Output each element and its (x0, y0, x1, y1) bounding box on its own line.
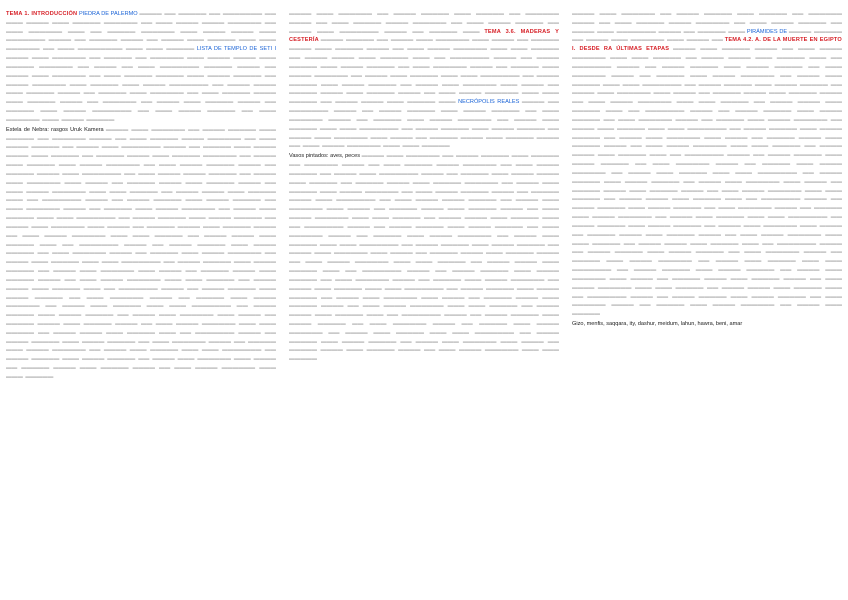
keyword: NECRÓPOLIS REALES (458, 99, 520, 106)
text-fragment: Gizo, menfis, saqqara, ity, dashur, meidum, lahun, hawra, beni, amar (572, 320, 743, 327)
text-block (572, 320, 842, 329)
text-fragment: Estela de Nebra: rasgos Uruk Kamera (6, 126, 104, 133)
keyword: PIEDRA DE PALERMO (78, 11, 138, 17)
text-column-3 (572, 10, 842, 590)
text-fragment: Vasos pintados: aves, peces (289, 153, 360, 160)
text-block: Vasos pintados: aves, peces ▬▬▬▬ ▬▬▬ ▬▬▬▬▬▬ ▬▬ ▬▬▬▬ ▬▬▬▬▬ ▬▬▬ ▬▬▬▬▬ ▬▬ ▬▬▬▬▬▬ ▬▬▬▬ ▬▬ ▬▬▬ ▬▬▬▬▬ ▬▬▬▬ ▬▬▬▬▬▬ ▬▬ ▬▬▬ ▬▬▬▬ ▬▬▬▬▬ ▬▬ ▬▬▬▬ ▬▬▬ ▬▬▬▬▬▬▬ ▬▬▬▬ ▬▬ ▬▬▬▬▬ ▬▬▬ ▬▬▬▬ ▬▬▬▬ ▬▬▬ ▬▬▬▬▬ ▬▬ ▬▬▬▬▬ ▬▬▬▬ ▬▬▬ ▬▬▬▬▬ ▬▬▬▬▬▬ ▬▬ ▬▬▬▬ ▬▬▬ ▬▬▬▬▬ ▬▬▬ ▬▬▬▬ ▬▬▬▬▬▬ ▬▬ ▬▬▬ ▬▬▬▬ ▬▬▬▬▬ ▬▬▬▬ ▬▬ ▬▬▬▬▬ ▬▬▬▬ ▬▬▬ ▬▬▬▬▬▬▬ ▬▬ ▬▬▬ ▬▬▬▬ ▬▬▬▬ ▬▬▬▬▬ ▬▬ ▬▬▬▬ ▬▬▬ ▬▬▬▬▬▬ ▬▬▬ ▬▬▬▬ ▬▬ ▬▬▬▬▬ ▬▬▬▬ ▬▬▬ ▬▬▬▬▬ ▬▬▬▬ ▬▬ ▬▬▬ ▬▬▬▬ ▬▬▬▬▬▬ ▬▬▬ ▬▬▬ ▬▬▬▬▬ ▬▬ ▬▬▬▬ ▬▬▬▬ ▬▬▬ ▬▬▬▬▬ ▬▬▬ ▬▬ ▬▬▬▬▬▬▬ ▬▬▬▬ ▬▬ ▬▬▬▬ ▬▬▬▬▬ ▬▬▬ ▬▬▬▬ ▬▬▬▬▬ ▬▬ ▬▬▬ ▬▬▬▬▬▬ ▬▬▬▬ ▬▬ ▬▬▬▬▬ ▬▬▬ ▬▬▬▬ ▬▬▬▬▬▬ ▬▬ ▬▬▬▬ ▬▬▬ ▬▬▬▬▬ ▬▬▬ ▬▬▬ ▬▬▬▬▬▬▬ ▬▬ ▬▬▬▬ ▬▬▬▬▬ ▬▬▬ ▬▬▬▬ ▬▬▬▬▬ ▬▬ ▬▬▬▬ ▬▬▬ ▬▬▬▬▬▬ ▬▬▬ ▬▬▬▬ ▬▬ ▬▬▬▬▬ ▬▬▬▬ ▬▬▬ ▬▬▬▬▬ ▬▬▬▬ ▬▬ ▬▬▬ ▬▬▬▬ ▬▬▬▬▬▬ ▬▬▬ ▬▬▬ ▬▬▬▬▬ ▬▬ ▬▬▬▬ ▬▬▬▬ ▬▬▬ ▬▬▬▬▬ ▬▬▬ ▬▬ ▬▬▬▬▬▬▬ ▬▬▬▬ ▬▬ ▬▬▬▬ ▬▬▬▬▬ ▬▬▬ ▬▬▬▬ ▬▬▬▬▬ ▬▬ ▬▬▬ ▬▬▬▬▬▬ ▬▬▬▬ ▬▬ ▬▬▬▬▬ ▬▬▬ ▬▬▬▬ ▬▬▬▬▬▬ ▬▬ ▬▬▬▬ ▬▬▬ ▬▬▬▬▬ ▬▬▬ ▬▬▬ ▬▬▬▬▬▬▬ ▬▬ ▬▬▬▬ ▬▬▬▬▬ ▬▬▬ ▬▬▬▬ ▬▬▬▬▬ ▬▬ ▬▬▬▬ ▬▬▬ ▬▬▬▬▬▬ ▬▬▬ ▬▬▬▬ ▬▬ ▬▬▬▬▬ ▬▬▬▬ ▬▬▬ ▬▬▬▬▬ ▬▬▬▬ ▬▬ ▬▬▬ ▬▬▬▬ ▬▬▬▬▬▬ ▬▬▬ ▬▬▬ ▬▬▬▬▬ ▬▬ ▬▬▬▬ ▬▬▬▬ ▬▬▬ ▬▬▬▬▬ ▬▬▬ ▬▬ ▬▬▬▬▬▬▬ ▬▬▬▬ ▬▬ ▬▬▬▬ ▬▬▬▬▬ ▬▬▬ ▬▬▬▬ ▬▬▬▬▬ ▬▬ ▬▬▬ ▬▬▬▬▬▬ ▬▬▬▬ ▬▬ ▬▬▬▬▬ ▬▬▬ ▬▬▬▬ ▬▬▬▬▬▬ ▬▬ ▬▬▬▬ ▬▬▬ ▬▬▬▬▬ ▬▬▬ ▬▬▬ ▬▬▬▬▬▬▬ ▬▬ ▬▬▬▬ ▬▬▬▬▬ ▬▬▬ ▬▬▬▬ ▬▬▬▬▬ ▬▬ ▬▬▬▬ ▬▬▬ ▬▬▬▬▬▬ ▬▬▬ ▬▬▬▬ ▬▬ ▬▬▬▬▬ ▬▬▬▬ ▬▬▬ ▬▬▬▬▬ ▬▬▬▬ ▬▬ ▬▬▬ ▬▬▬▬ ▬▬▬▬▬▬ ▬▬▬ ▬▬▬ ▬▬▬▬▬ (289, 153, 559, 363)
text-block: Estela de Nebra: rasgos Uruk Kamera ▬▬▬▬ ▬▬▬ ▬▬▬▬▬▬ ▬▬ ▬▬▬▬ ▬▬▬▬▬ ▬▬▬ ▬▬▬▬▬ ▬▬ ▬▬▬▬▬▬ ▬▬▬▬ ▬▬ ▬▬▬ ▬▬▬▬▬ ▬▬▬▬ ▬▬▬▬▬▬ ▬▬ ▬▬▬ ▬▬▬▬ ▬▬▬▬▬ ▬▬ ▬▬▬▬ ▬▬▬ ▬▬▬▬▬▬▬ ▬▬▬▬ ▬▬ ▬▬▬▬▬ ▬▬▬ ▬▬▬▬ ▬▬▬▬ ▬▬▬ ▬▬▬▬▬ ▬▬ ▬▬▬▬▬ ▬▬▬▬ ▬▬▬ ▬▬▬▬▬ ▬▬▬▬▬▬ ▬▬ ▬▬▬▬ ▬▬▬ ▬▬▬▬▬ ▬▬▬ ▬▬▬▬ ▬▬▬▬▬▬ ▬▬ ▬▬▬ ▬▬▬▬ ▬▬▬▬▬ ▬▬▬▬ ▬▬ ▬▬▬▬▬ ▬▬▬▬ ▬▬▬ ▬▬▬▬▬▬▬ ▬▬ ▬▬▬ ▬▬▬▬ ▬▬▬▬ ▬▬▬▬▬ ▬▬ ▬▬▬▬ ▬▬▬ ▬▬▬▬▬▬ ▬▬▬ ▬▬▬▬ ▬▬ ▬▬▬▬▬ ▬▬▬▬ ▬▬▬ ▬▬▬▬▬ ▬▬▬▬ ▬▬ ▬▬▬ ▬▬▬▬ ▬▬▬▬▬▬ ▬▬▬ ▬▬▬ ▬▬▬▬▬ ▬▬ ▬▬▬▬ ▬▬▬▬ ▬▬▬ ▬▬▬▬▬ ▬▬▬ ▬▬ ▬▬▬▬▬▬▬ ▬▬▬▬ ▬▬ ▬▬▬▬ ▬▬▬▬▬ ▬▬▬ ▬▬▬▬ ▬▬▬▬▬ ▬▬ ▬▬▬ ▬▬▬▬▬▬ ▬▬▬▬ ▬▬ ▬▬▬▬▬ ▬▬▬ ▬▬▬▬ ▬▬▬▬▬▬ ▬▬ ▬▬▬▬ ▬▬▬ ▬▬▬▬▬ ▬▬▬ ▬▬▬ ▬▬▬▬▬▬▬ ▬▬ ▬▬▬▬ ▬▬▬▬▬ ▬▬▬ ▬▬▬▬ ▬▬▬▬▬ ▬▬ ▬▬▬▬ ▬▬▬ ▬▬▬▬▬▬ ▬▬▬ ▬▬▬▬ ▬▬ ▬▬▬▬▬ ▬▬▬▬ ▬▬▬ ▬▬▬▬▬ ▬▬▬▬ ▬▬ ▬▬▬ ▬▬▬▬ ▬▬▬▬▬▬ ▬▬▬ ▬▬▬ ▬▬▬▬▬ ▬▬ ▬▬▬▬ ▬▬▬▬ ▬▬▬ ▬▬▬▬▬ ▬▬▬ ▬▬ ▬▬▬▬▬▬▬ ▬▬▬▬ ▬▬ ▬▬▬▬ ▬▬▬▬▬ ▬▬▬ ▬▬▬▬ ▬▬▬▬▬ ▬▬ ▬▬▬ ▬▬▬▬▬▬ ▬▬▬▬ ▬▬ ▬▬▬▬▬ ▬▬▬ ▬▬▬▬ ▬▬▬▬▬▬ ▬▬ ▬▬▬▬ ▬▬▬ ▬▬▬▬▬ ▬▬▬ ▬▬▬ ▬▬▬▬▬▬▬ ▬▬ ▬▬▬▬ ▬▬▬▬▬ ▬▬▬ ▬▬▬▬ ▬▬▬▬▬ ▬▬ ▬▬▬▬ ▬▬▬ ▬▬▬▬▬▬ ▬▬▬ ▬▬▬▬ ▬▬ ▬▬▬▬▬ ▬▬▬▬ ▬▬▬ ▬▬▬▬▬ ▬▬▬▬ ▬▬ ▬▬▬ ▬▬▬▬ ▬▬▬▬▬▬ ▬▬▬ ▬▬▬ ▬▬▬▬▬ ▬▬ ▬▬▬▬ ▬▬▬▬ ▬▬▬ ▬▬▬▬▬ ▬▬▬ ▬▬ ▬▬▬▬▬▬▬ ▬▬▬▬ ▬▬ ▬▬▬▬ ▬▬▬▬▬ ▬▬▬ ▬▬▬▬ ▬▬▬▬▬ ▬▬ ▬▬▬ ▬▬▬▬▬▬ ▬▬▬▬ ▬▬ ▬▬▬▬▬ ▬▬▬ ▬▬▬▬ ▬▬▬▬▬▬ ▬▬ ▬▬▬▬ ▬▬▬ ▬▬▬▬▬ ▬▬▬ ▬▬▬ ▬▬▬▬▬▬▬ ▬▬ ▬▬▬▬ ▬▬▬▬▬ ▬▬▬ ▬▬▬▬ ▬▬▬▬▬ ▬▬ ▬▬▬▬ ▬▬▬ ▬▬▬▬▬▬ ▬▬▬ ▬▬▬▬ ▬▬ ▬▬▬▬▬ ▬▬▬▬ ▬▬▬ ▬▬▬▬▬ ▬▬▬▬ ▬▬ ▬▬▬ ▬▬▬▬ ▬▬▬▬▬▬ ▬▬▬ ▬▬▬ ▬▬▬▬▬ ▬▬ ▬▬▬▬ ▬▬▬▬ ▬▬▬ ▬▬▬▬▬ ▬▬▬ ▬▬ ▬▬▬▬▬▬▬ ▬▬▬▬ ▬▬ ▬▬▬▬ ▬▬▬▬▬ ▬▬▬ ▬▬▬▬ ▬▬▬▬▬ ▬▬ ▬▬▬ ▬▬▬▬▬▬ ▬▬▬▬ ▬▬ ▬▬▬▬▬ ▬▬▬ ▬▬▬▬ ▬▬▬▬▬▬ ▬▬ ▬▬▬▬ ▬▬▬ ▬▬▬▬▬ ▬▬▬ ▬▬▬ ▬▬▬▬▬▬▬ ▬▬ ▬▬▬▬ ▬▬▬▬▬ ▬▬▬ ▬▬▬▬ ▬▬▬▬▬ ▬▬ ▬▬▬▬ ▬▬▬ ▬▬▬▬▬▬ ▬▬▬ ▬▬▬▬ ▬▬ ▬▬▬▬▬ ▬▬▬▬ ▬▬▬ ▬▬▬▬▬ ▬▬▬▬ ▬▬ ▬▬▬ ▬▬▬▬ ▬▬▬▬▬▬ ▬▬▬ ▬▬▬ ▬▬▬▬▬ (6, 126, 276, 380)
text-column-1 (6, 10, 276, 590)
section-heading: TEMA 3.6. MADERAS Y CESTERÍA (289, 28, 559, 44)
text-block: ▬▬▬▬ ▬▬▬ ▬▬▬▬▬▬ ▬▬ ▬▬▬▬ ▬▬▬▬▬ ▬▬▬ ▬▬▬▬▬ ▬▬ ▬▬▬▬▬▬ ▬▬▬▬ ▬▬ ▬▬▬ ▬▬▬▬▬ ▬▬▬▬ ▬▬▬▬▬▬ ▬▬ ▬▬▬ ▬▬▬▬ ▬▬▬▬▬ ▬▬ ▬▬▬▬ ▬▬▬ ▬▬▬▬▬▬▬ ▬▬▬▬ ▬▬ ▬▬▬▬▬ ▬▬▬ TEMA 3.6. MADERAS Y CESTERÍA ▬▬▬▬ ▬▬▬▬▬ ▬▬ ▬▬▬▬ ▬▬▬ ▬▬▬▬▬▬ ▬▬▬ ▬▬▬▬ ▬▬ ▬▬▬▬▬ ▬▬▬▬ ▬▬▬ ▬▬▬▬▬ ▬▬▬▬ ▬▬ ▬▬▬ ▬▬▬▬ ▬▬▬▬▬▬ ▬▬▬ ▬▬▬ ▬▬▬▬▬ ▬▬ ▬▬▬▬ ▬▬▬▬ ▬▬▬ ▬▬▬▬▬ ▬▬▬ ▬▬ ▬▬▬▬▬▬▬ ▬▬▬▬ ▬▬ ▬▬▬▬ ▬▬▬▬▬ ▬▬▬ ▬▬▬▬ ▬▬▬▬▬ ▬▬ ▬▬▬ ▬▬▬▬▬▬ ▬▬▬▬ ▬▬ ▬▬▬▬▬ ▬▬▬ ▬▬▬▬ ▬▬▬▬▬▬ ▬▬ ▬▬▬▬ ▬▬▬ ▬▬▬▬▬ ▬▬▬ ▬▬▬ ▬▬▬▬▬▬▬ ▬▬ ▬▬▬▬ ▬▬▬▬▬ ▬▬▬ ▬▬▬▬ ▬▬▬▬▬ ▬▬ ▬▬▬▬ ▬▬▬ ▬▬▬▬▬▬ ▬▬▬ ▬▬▬▬ ▬▬ ▬▬▬▬▬ ▬▬▬▬ ▬▬▬ ▬▬▬▬▬ ▬▬▬▬ ▬▬ ▬▬▬ ▬▬▬▬ ▬▬▬▬▬▬ ▬▬▬ ▬▬▬ ▬▬▬▬▬ ▬▬ ▬▬▬▬ ▬▬▬▬ ▬▬▬ ▬▬▬▬▬ ▬▬▬ NECRÓPOLIS REALES ▬▬▬▬ ▬▬ ▬▬▬▬▬▬▬ ▬▬▬▬ ▬▬ ▬▬▬▬ ▬▬▬▬▬ ▬▬▬ ▬▬▬▬ ▬▬▬▬▬ ▬▬ ▬▬▬ ▬▬▬▬▬▬ ▬▬▬▬ ▬▬ ▬▬▬▬▬ ▬▬▬ ▬▬▬▬ ▬▬▬▬▬▬ ▬▬ ▬▬▬▬ ▬▬▬ ▬▬▬▬▬ ▬▬▬ ▬▬▬ ▬▬▬▬▬▬▬ ▬▬ ▬▬▬▬ ▬▬▬▬▬ ▬▬▬ ▬▬▬▬ ▬▬▬▬▬ ▬▬ ▬▬▬▬ ▬▬▬ ▬▬▬▬▬▬ ▬▬▬ ▬▬▬▬ ▬▬ ▬▬▬▬▬ ▬▬▬▬ ▬▬▬ ▬▬▬▬▬ ▬▬▬▬ ▬▬ ▬▬▬ ▬▬▬▬ ▬▬▬▬▬▬ ▬▬▬ ▬▬▬ ▬▬▬▬▬ (289, 11, 559, 150)
text-block: ▬▬▬▬ ▬▬▬ ▬▬▬▬▬▬ ▬▬ ▬▬▬▬ ▬▬▬▬▬ ▬▬▬ ▬▬▬▬▬ ▬▬ ▬▬▬▬▬▬ ▬▬▬▬ ▬▬ ▬▬▬ ▬▬▬▬▬ ▬▬▬▬ ▬▬▬▬▬▬ ▬▬ ▬▬▬ ▬▬▬▬ ▬▬▬▬▬ ▬▬ ▬▬▬▬ ▬▬▬ ▬▬▬▬▬▬▬ ▬▬▬▬ ▬▬ ▬▬▬▬▬ ▬▬▬ PIRÁMIDES DE ▬▬▬▬ ▬▬▬▬▬ ▬▬ ▬▬▬▬ ▬▬▬ ▬▬▬▬▬▬ ▬▬▬ ▬▬▬▬ ▬▬ TEMA 4.2. A. DE LA MUERTE EN EGIPTO I. DESDE RA ÚLTIMAS ETAPAS ▬▬▬▬ ▬▬▬ ▬▬▬▬▬ ▬▬▬▬ ▬▬ ▬▬▬ ▬▬▬▬ ▬▬▬▬▬▬ ▬▬▬ ▬▬▬ ▬▬▬▬▬ ▬▬ ▬▬▬▬ ▬▬▬▬ ▬▬▬ ▬▬▬▬▬ ▬▬▬ ▬▬ ▬▬▬▬▬▬▬ ▬▬▬▬ ▬▬ ▬▬▬▬ ▬▬▬▬▬ ▬▬▬ ▬▬▬▬ ▬▬▬▬▬ ▬▬ ▬▬▬ ▬▬▬▬▬▬ ▬▬▬▬ ▬▬ ▬▬▬▬▬ ▬▬▬ ▬▬▬▬ ▬▬▬▬▬▬ ▬▬ ▬▬▬▬ ▬▬▬ ▬▬▬▬▬ ▬▬▬ ▬▬▬ ▬▬▬▬▬▬▬ ▬▬ ▬▬▬▬ ▬▬▬▬▬ ▬▬▬ ▬▬▬▬ ▬▬▬▬▬ ▬▬ ▬▬▬▬ ▬▬▬ ▬▬▬▬▬▬ ▬▬▬ ▬▬▬▬ ▬▬ ▬▬▬▬▬ ▬▬▬▬ ▬▬▬ ▬▬▬▬▬ ▬▬▬▬ ▬▬ ▬▬▬ ▬▬▬▬ ▬▬▬▬▬▬ ▬▬▬ ▬▬▬ ▬▬▬▬▬ ▬▬ ▬▬▬▬ ▬▬▬▬ ▬▬▬ ▬▬▬▬▬ ▬▬▬ ▬▬ ▬▬▬▬▬▬▬ ▬▬▬▬ ▬▬ ▬▬▬▬ ▬▬▬▬▬ ▬▬▬ ▬▬▬▬ ▬▬▬▬▬ ▬▬ ▬▬▬ ▬▬▬▬▬▬ ▬▬▬▬ ▬▬ ▬▬▬▬▬ ▬▬▬ ▬▬▬▬ ▬▬▬▬▬▬ ▬▬ ▬▬▬▬ ▬▬▬ ▬▬▬▬▬ ▬▬▬ ▬▬▬ ▬▬▬▬▬▬▬ ▬▬ ▬▬▬▬ ▬▬▬▬▬ ▬▬▬ ▬▬▬▬ ▬▬▬▬▬ ▬▬ ▬▬▬▬ ▬▬▬ ▬▬▬▬▬▬ ▬▬▬ ▬▬▬▬ ▬▬ ▬▬▬▬▬ ▬▬▬▬ ▬▬▬ ▬▬▬▬▬ ▬▬▬▬ ▬▬ ▬▬▬ ▬▬▬▬ ▬▬▬▬▬▬ ▬▬▬ ▬▬▬ ▬▬▬▬▬ ▬▬ ▬▬▬▬ ▬▬▬▬ ▬▬▬ ▬▬▬▬▬ ▬▬▬ ▬▬ ▬▬▬▬▬▬▬ ▬▬▬▬ ▬▬ ▬▬▬▬ ▬▬▬▬▬ ▬▬▬ ▬▬▬▬ ▬▬▬▬▬ ▬▬ ▬▬▬ ▬▬▬▬▬▬ ▬▬▬▬ ▬▬ ▬▬▬▬▬ ▬▬▬ ▬▬▬▬ ▬▬▬▬▬▬ ▬▬ ▬▬▬▬ ▬▬▬ ▬▬▬▬▬ ▬▬▬ ▬▬▬ ▬▬▬▬▬▬▬ ▬▬ ▬▬▬▬ ▬▬▬▬▬ ▬▬▬ ▬▬▬▬ ▬▬▬▬▬ ▬▬ ▬▬▬▬ ▬▬▬ ▬▬▬▬▬▬ ▬▬▬ ▬▬▬▬ ▬▬ ▬▬▬▬▬ ▬▬▬▬ ▬▬▬ ▬▬▬▬▬ ▬▬▬▬ ▬▬ ▬▬▬ ▬▬▬▬ ▬▬▬▬▬▬ ▬▬▬ ▬▬▬ ▬▬▬▬▬ ▬▬ ▬▬▬▬ ▬▬▬▬ ▬▬▬ ▬▬▬▬▬ ▬▬▬ ▬▬ ▬▬▬▬▬▬▬ ▬▬▬▬ ▬▬ ▬▬▬▬ ▬▬▬▬▬ ▬▬▬ ▬▬▬▬ ▬▬▬▬▬ ▬▬ ▬▬▬ ▬▬▬▬▬▬ ▬▬▬▬ ▬▬ ▬▬▬▬▬ ▬▬▬ ▬▬▬▬ ▬▬▬▬▬▬ ▬▬ ▬▬▬▬ ▬▬▬ ▬▬▬▬▬ ▬▬▬ ▬▬▬ ▬▬▬▬▬▬▬ ▬▬ ▬▬▬▬ ▬▬▬▬▬ ▬▬▬ ▬▬▬▬ ▬▬▬▬▬ ▬▬ ▬▬▬▬ ▬▬▬ ▬▬▬▬▬▬ ▬▬▬ ▬▬▬▬ ▬▬ ▬▬▬▬▬ ▬▬▬▬ ▬▬▬ ▬▬▬▬▬ ▬▬▬▬ ▬▬ ▬▬▬ ▬▬▬▬ ▬▬▬▬▬▬ ▬▬▬ ▬▬▬ ▬▬▬▬▬ ▬▬ ▬▬▬▬ ▬▬▬▬ ▬▬▬ ▬▬▬▬▬ ▬▬▬ ▬▬ ▬▬▬▬▬▬▬ ▬▬▬▬ ▬▬ ▬▬▬▬ ▬▬▬▬▬ ▬▬▬ ▬▬▬▬ ▬▬▬▬▬ ▬▬ ▬▬▬ ▬▬▬▬▬▬ ▬▬▬▬ ▬▬ ▬▬▬▬▬ ▬▬▬ ▬▬▬▬ ▬▬▬▬▬▬ ▬▬ ▬▬▬▬ ▬▬▬ ▬▬▬▬▬ ▬▬▬ ▬▬▬ ▬▬▬▬▬▬▬ ▬▬ ▬▬▬▬ ▬▬▬▬▬ ▬▬▬ ▬▬▬▬ ▬▬▬▬▬ ▬▬ ▬▬▬▬ ▬▬▬ ▬▬▬▬▬▬ ▬▬▬ ▬▬▬▬ ▬▬ ▬▬▬▬▬ ▬▬▬▬ ▬▬▬ ▬▬▬▬▬ ▬▬▬▬ ▬▬ ▬▬▬ ▬▬▬▬ ▬▬▬▬▬▬ ▬▬▬ ▬▬▬ ▬▬▬▬▬ ▬▬ ▬▬▬▬ ▬▬▬▬ ▬▬▬ ▬▬▬▬▬ ▬▬▬ ▬▬ ▬▬▬▬▬▬▬ ▬▬▬▬ ▬▬ ▬▬▬▬ ▬▬▬▬▬ ▬▬▬ ▬▬▬▬ ▬▬▬▬▬ ▬▬ ▬▬▬ ▬▬▬▬▬▬ ▬▬▬▬ ▬▬ ▬▬▬▬▬ ▬▬▬ ▬▬▬▬ ▬▬▬▬▬▬ ▬▬ ▬▬▬▬ ▬▬▬ ▬▬▬▬▬ (572, 11, 842, 318)
section-heading: TEMA 4.2. A. DE LA MUERTE EN EGIPTO I. DESDE RA ÚLTIMAS ETAPAS (572, 37, 842, 53)
section-heading: TEMA 1. INTRODUCCIÓN (6, 11, 78, 17)
keyword: PIRÁMIDES DE (746, 28, 788, 35)
text-block: TEMA 1. INTRODUCCIÓN PIEDRA DE PALERMO ▬▬▬▬ ▬▬ ▬▬▬▬▬ ▬▬ ▬▬▬▬▬▬▬ ▬▬ ▬▬▬ ▬▬▬▬ ▬▬▬ ▬▬▬▬▬ ▬▬▬▬▬▬ ▬▬ ▬▬▬ ▬▬▬▬ ▬▬▬▬ ▬▬▬▬▬▬ ▬▬ ▬▬▬ ▬▬▬▬▬▬ ▬▬▬ ▬▬ ▬▬▬▬▬ ▬▬▬▬▬▬ ▬▬▬ ▬▬▬▬ ▬▬▬▬ ▬▬▬ ▬▬▬▬▬▬▬ ▬▬▬▬ ▬▬ ▬▬▬▬▬ ▬▬▬▬ ▬▬ ▬▬▬▬ ▬▬▬ ▬▬▬▬▬ ▬▬▬ ▬▬▬ ▬▬▬▬▬▬ ▬▬ ▬▬▬ ▬▬▬▬▬▬▬▬ ▬▬▬ ▬▬▬ ▬▬▬▬▬ LISTA DE TEMPLO DE SETI I ▬▬▬▬ ▬▬▬ ▬▬▬▬▬▬ ▬▬ ▬▬▬▬▬ ▬▬ ▬▬▬▬▬▬ ▬▬▬ ▬▬▬▬ ▬▬▬▬ ▬▬▬ ▬▬▬▬▬ ▬▬▬▬▬▬ ▬▬ ▬▬▬▬ ▬▬ ▬▬▬ ▬▬▬▬▬▬▬ ▬▬▬▬▬ ▬▬▬▬ ▬▬ ▬▬▬▬ ▬▬▬ ▬▬▬▬▬▬ ▬▬ ▬▬▬ ▬▬▬▬▬ ▬▬▬▬▬ ▬▬▬ ▬▬▬▬ ▬▬▬▬▬ ▬▬ ▬▬▬▬ ▬▬▬▬▬▬ ▬▬▬ ▬▬▬▬▬ ▬▬▬ ▬▬▬▬ ▬▬▬▬▬▬▬ ▬▬ ▬▬▬▬ ▬▬▬▬ ▬▬▬ ▬▬▬▬▬ ▬▬▬▬ ▬▬ ▬▬▬▬▬ ▬▬▬ ▬▬▬▬▬▬ ▬▬ ▬▬▬ ▬▬▬▬▬ ▬▬▬▬ ▬▬▬ ▬▬▬▬▬ ▬▬▬▬ ▬▬ ▬▬▬▬▬▬ ▬▬ ▬▬▬▬ ▬▬▬ ▬▬▬▬▬ ▬▬▬▬ ▬▬ ▬▬▬▬▬ ▬▬▬ ▬▬▬▬ ▬▬▬▬▬▬▬ ▬▬ ▬▬▬ ▬▬▬▬ ▬▬▬▬▬ ▬▬ ▬▬▬ ▬▬▬▬▬▬ ▬▬▬ ▬▬▬▬ ▬▬▬▬▬ (6, 11, 276, 123)
text-column-2 (289, 10, 559, 590)
keyword: LISTA DE TEMPLO DE SETI I (196, 46, 276, 53)
